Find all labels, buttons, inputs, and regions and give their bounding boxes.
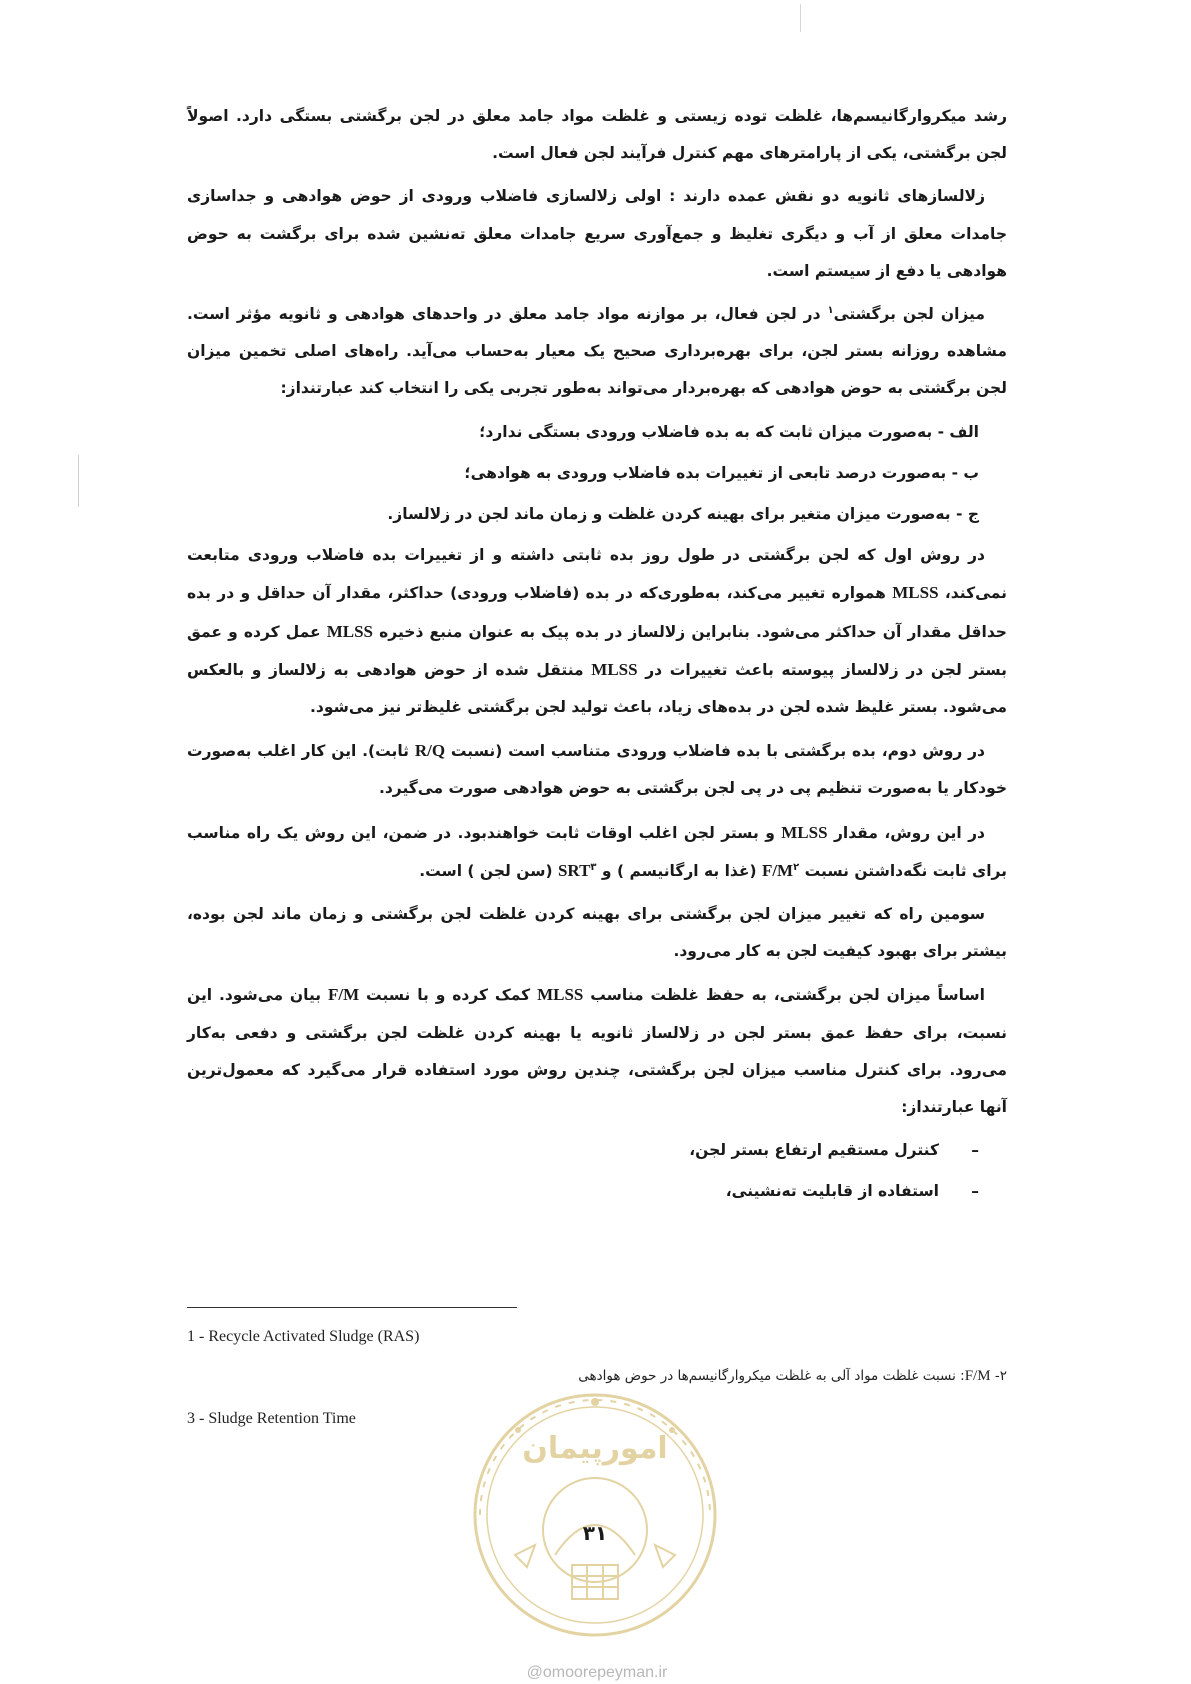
method-item-c: ج - به‌صورت میزان متغیر برای بهینه کردن غلظت و زمان ماند لجن در زلالساز. — [387, 505, 979, 524]
method-item-a: الف - به‌صورت میزان ثابت که به بده فاضلاب ورودی بستگی ندارد؛ — [479, 422, 979, 441]
text-run: عمل کرده و عمق بستر لجن در زلالساز پیوسته باعث تغییرات در — [187, 622, 1007, 679]
term-mlss: MLSS — [781, 822, 828, 842]
bullet-item-settleability — [187, 1173, 979, 1210]
text-run: ثابت). این کار اغلب به‌صورت خودکار یا به‌صورت تنظیم پی در پی لجن برگشتی به حوض هوادهی صورت می‌گیرد. — [187, 742, 1007, 798]
bullet-dash: – — [971, 1141, 979, 1160]
seal-text: امورپیمان — [522, 1431, 668, 1466]
paragraph-second-method — [187, 732, 1007, 807]
term-srt: SRT — [557, 860, 591, 880]
page-number: ۳۱ — [582, 1521, 608, 1545]
footnote-ref-1: ۱ — [827, 304, 834, 316]
bullet-dash: – — [971, 1182, 979, 1201]
text-run: در لجن فعال، بر موازنه مواد جامد معلق در واحدهای هوادهی و ثانویه مؤثر است. مشاهده روزانه بستر لجن، برای بهره‌برداری صحیح یک معیار به‌حساب می‌آید. راه‌های اصلی تخمین میزان لجن برگشتی به حوض هوادهی که بهره‌بردار می‌تواند به‌طور تجربی یکی را انتخاب کند عبارتنداز: — [187, 305, 1007, 398]
body-text — [187, 98, 1007, 1215]
method-item-b: ب - به‌صورت درصد تابعی از تغییرات بده فاضلاب ورودی به هوادهی؛ — [464, 463, 979, 482]
paragraph-return-sludge-intro: رشد میکروارگانیسم‌ها، غلظت توده زیستی و غلظت مواد جامد معلق در لجن برگشتی بستگی دارد. اصولاً لجن برگشتی، یکی از پارامترهای مهم کنترل فرآیند لجن فعال است. — [187, 107, 1007, 163]
bullet-text: استفاده از قابلیت ته‌نشینی، — [725, 1182, 939, 1201]
paragraph-basically — [187, 976, 1007, 1126]
paragraph-first-method — [187, 537, 1007, 726]
term-fm: F/M — [964, 1368, 991, 1384]
footnote-2-text: : نسبت غلظت مواد آلی به غلظت میکروارگانیسم‌ها در حوض هوادهی — [578, 1368, 965, 1384]
bullet-text: کنترل مستقیم ارتفاع بستر لجن، — [689, 1141, 939, 1160]
paragraph-return-rate — [187, 296, 1007, 408]
text-run: (سن لجن ) است. — [419, 861, 558, 880]
term-mlss: MLSS — [326, 621, 374, 641]
term-rq: R/Q — [414, 741, 446, 761]
footnote-ref-2: ۲ — [793, 861, 800, 873]
scan-edge-line — [800, 4, 801, 32]
paragraph-in-this-method — [187, 814, 1007, 890]
footnote-separator — [187, 1307, 517, 1308]
term-fm: F/M — [328, 985, 360, 1005]
bullet-item-direct-control — [187, 1132, 979, 1169]
scan-margin-mark — [78, 455, 79, 507]
paragraph-secondary-clarifiers: زلالسازهای ثانویه دو نقش عمده دارند : اولی زلالسازی فاضلاب ورودی از حوض هوادهی و جداسازی جامدات معلق از آب و دیگری تغلیظ و جمع‌آوری سریع جامدات معلق ته‌نشین شده برای برگشت به حوض هوادهی یا دفع از سیستم است. — [187, 187, 1007, 280]
text-run: و بستر لجن اغلب اوقات ثابت خواهندبود. در ضمن، این روش یک راه مناسب برای ثابت نگه‌داشتن نسبت — [187, 823, 1007, 880]
text-run: در روش اول که لجن برگشتی در طول روز بده ثابتی داشته و از تغییرات بده فاضلاب ورودی متابعت نمی‌کند، — [187, 546, 1007, 603]
term-mlss: MLSS — [892, 583, 939, 603]
text-run: (غذا به ارگانیسم ) و — [596, 861, 762, 880]
text-run: همواره تغییر می‌کند، به‌طوری‌که در بده (فاضلاب ورودی) حداکثر، مقدار آن حداقل و در بده حداقل مقدار آن حداکثر می‌شود. بنابراین زلالساز در بده پیک به عنوان منبع ذخیره — [187, 584, 1007, 641]
text-run: میزان لجن برگشتی — [833, 305, 985, 324]
text-run: بیان می‌شود. این نسبت، برای حفظ عمق بستر لجن در زلالساز ثانویه یا بهینه کردن غلظت لجن برگشتی و دفعی به‌کار می‌رود. برای کنترل مناسب میزان لجن برگشتی، چندین روش مورد استفاده قرار می‌گیرد که معمول‌ترین آنها عبارتنداز: — [187, 986, 1007, 1117]
text-run: در این روش، مقدار — [827, 823, 985, 842]
footnote-ref-3: ۳ — [590, 861, 597, 873]
text-run: در روش دوم، بده برگشتی با بده فاضلاب ورودی متناسب است (نسبت — [445, 742, 985, 761]
paragraph-third-method: سومین راه که تغییر میزان لجن برگشتی برای بهینه کردن غلظت لجن برگشتی و زمان ماند لجن بوده، بیشتر برای بهبود کیفیت لجن به کار می‌رود. — [187, 905, 1007, 961]
footnote-3: 3 - Sludge Retention Time — [187, 1410, 356, 1427]
watermark-url: @omoorepeyman.ir — [526, 1664, 668, 1681]
footnote-1: 1 - Recycle Activated Sludge (RAS) — [187, 1328, 420, 1345]
term-fm: F/M — [761, 860, 794, 880]
text-run: منتقل شده از حوض هوادهی به زلالساز و بالعکس می‌شود. بستر غلیظ شده لجن در بده‌های زیاد، باعث تولید لجن برگشتی غلیظ‌تر نیز می‌شود. — [187, 660, 1007, 717]
term-mlss: MLSS — [591, 659, 638, 679]
footnote-2-number: ۲- — [990, 1368, 1007, 1384]
text-run: کمک کرده و با نسبت — [359, 986, 538, 1005]
term-mlss: MLSS — [537, 985, 584, 1005]
watermark-seal-icon — [460, 1380, 730, 1650]
text-run: اساساً میزان لجن برگشتی، به حفظ غلظت مناسب — [583, 986, 985, 1005]
